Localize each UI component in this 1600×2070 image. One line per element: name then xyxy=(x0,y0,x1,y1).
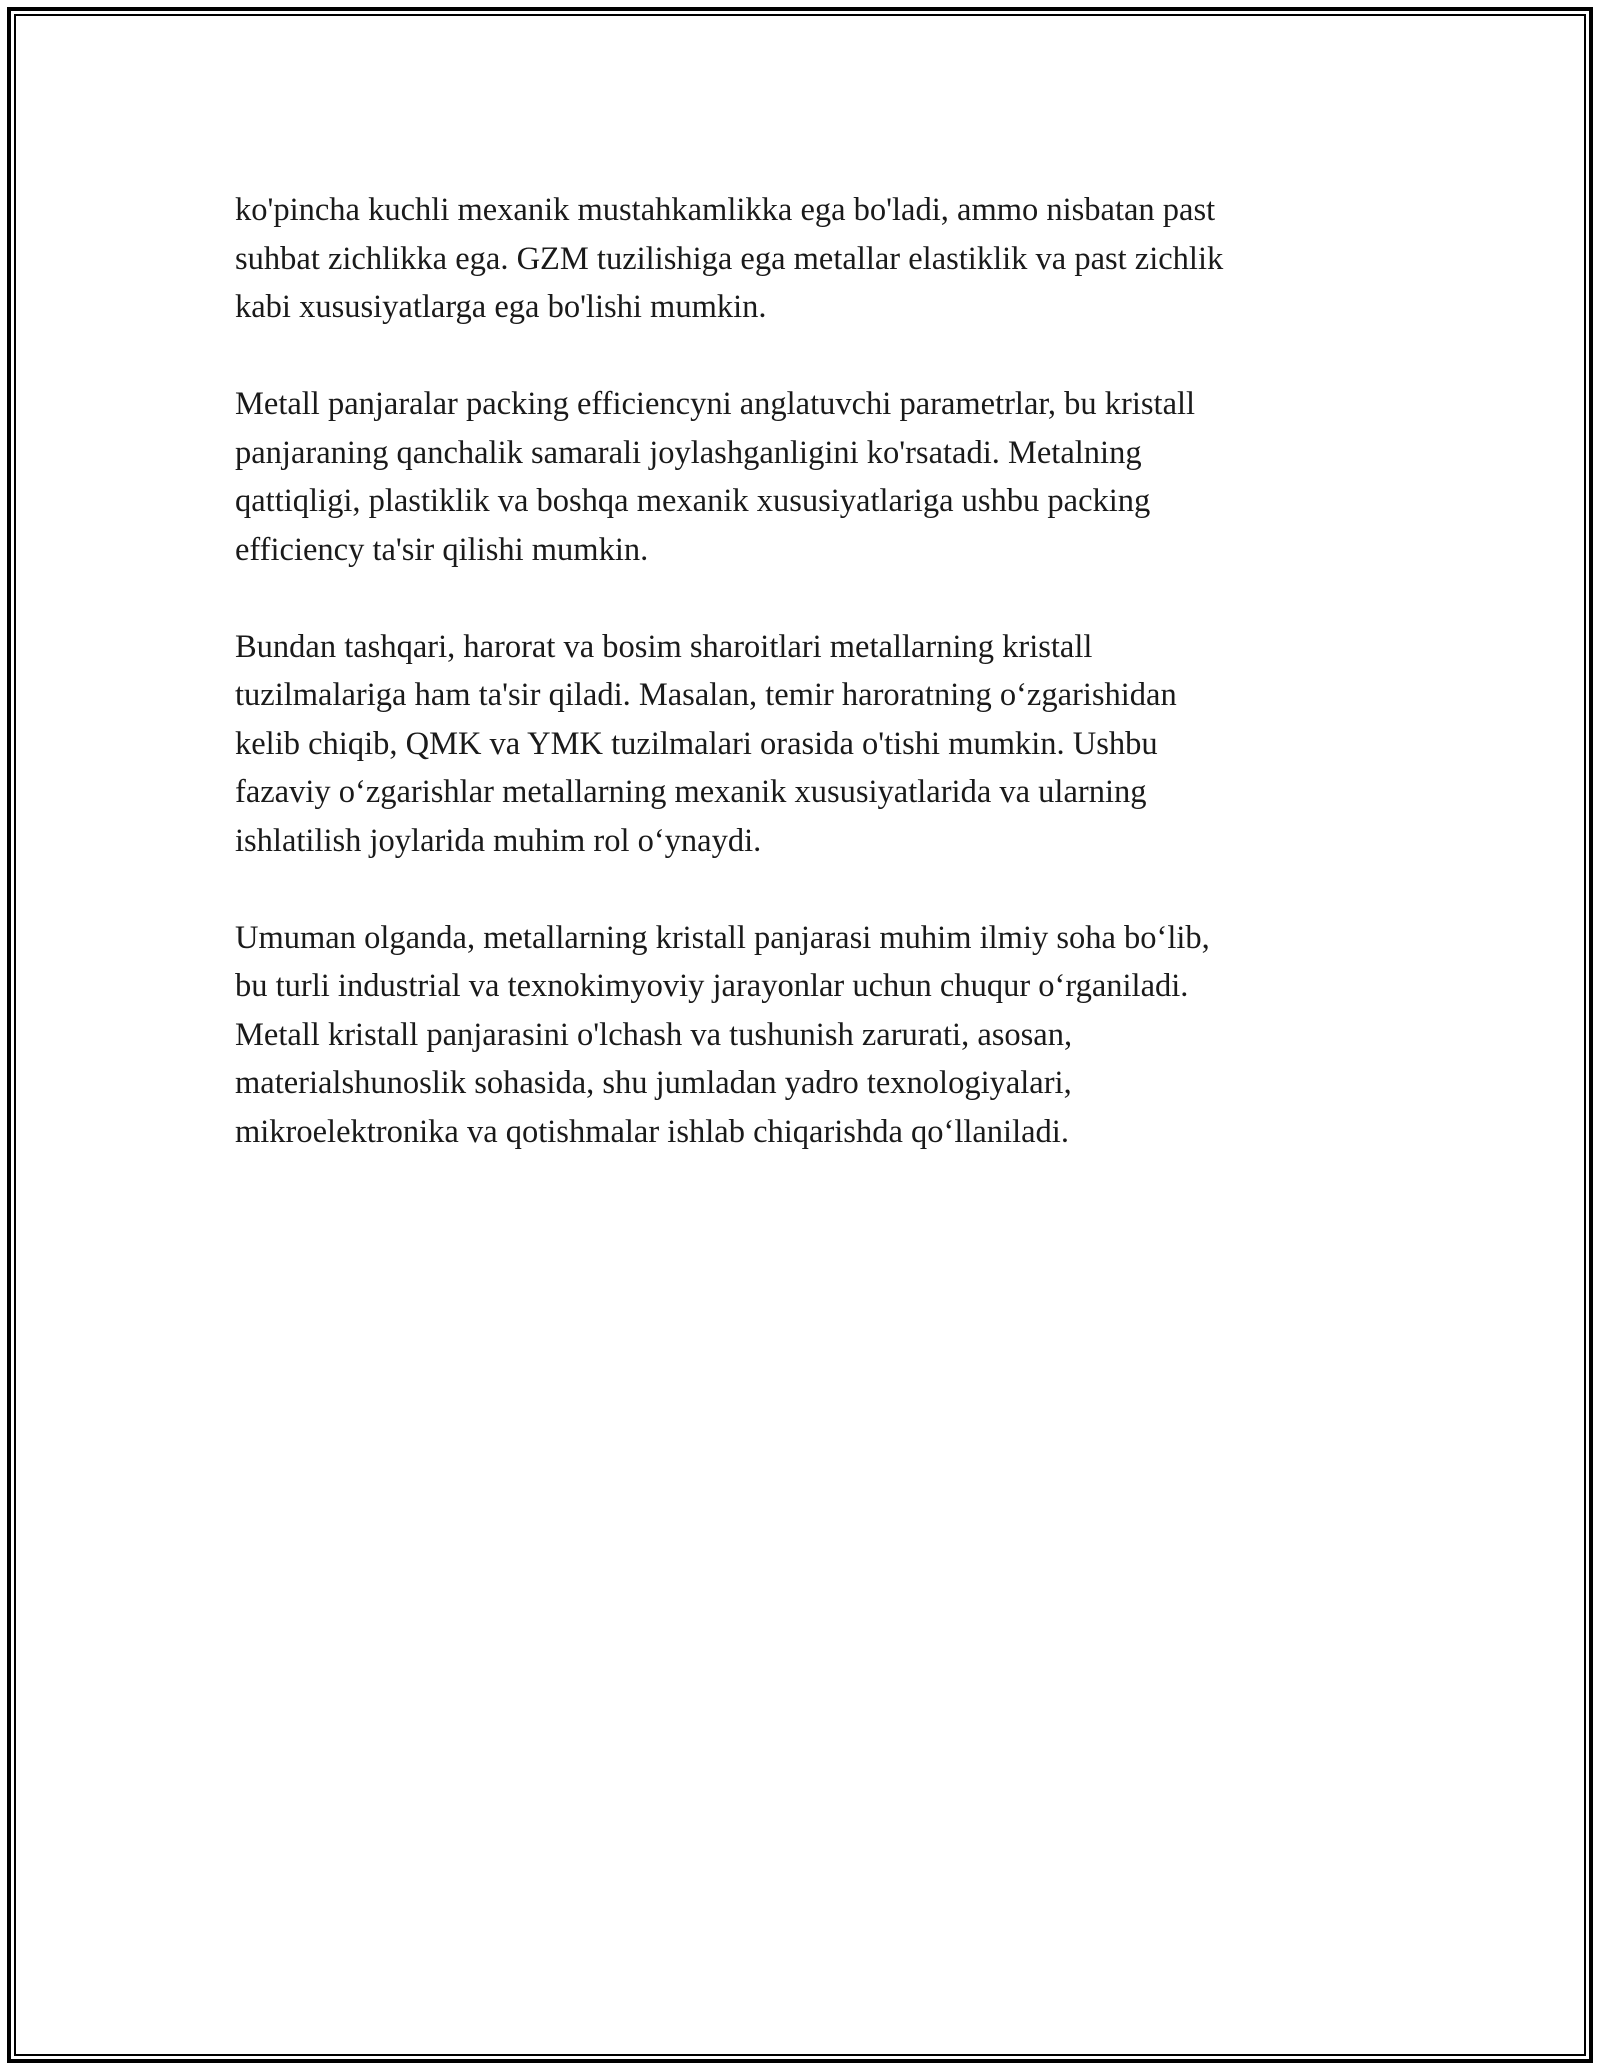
text-line: bu turli industrial va texnokimyoviy jarayonlar uchun chuqur o‘rganiladi. xyxy=(235,968,1189,1004)
text-line: ishlatilish joylarida muhim rol o‘ynaydi. xyxy=(235,822,762,859)
text-line: fazaviy o‘zgarishlar metallarning mexanik xususiyatlarida va ularning xyxy=(235,774,1147,810)
text-line: tuzilmalariga ham ta'sir qiladi. Masalan, temir haroratning o‘zgarishidan xyxy=(235,677,1177,713)
text-line: mikroelektronika va qotishmalar ishlab chiqarishda qo‘llaniladi. xyxy=(235,1113,1069,1150)
paragraph xyxy=(235,623,1375,866)
paragraph xyxy=(235,380,1375,574)
text-line: panjaraning qanchalik samarali joylashganligini ko'rsatadi. Metalning xyxy=(235,434,1142,471)
document-body xyxy=(235,186,1375,1205)
text-line: suhbat zichlikka ega. GZM tuzilishiga ega metallar elastiklik va past zichlik xyxy=(235,240,1224,277)
text-line: Umuman olganda, metallarning kristall panjarasi muhim ilmiy soha bo‘lib, xyxy=(235,919,1210,956)
text-line: ko'pincha kuchli mexanik mustahkamlikka ega bo'ladi, ammo nisbatan past xyxy=(235,192,1216,228)
text-line: materialshunoslik sohasida, shu jumladan yadro texnologiyalari, xyxy=(235,1065,1072,1101)
text-line: kelib chiqib, QMK va YMK tuzilmalari orasida o'tishi mumkin. Ushbu xyxy=(235,725,1158,762)
text-line: Metall kristall panjarasini o'lchash va tushunish zarurati, asosan, xyxy=(235,1016,1073,1053)
text-line: efficiency ta'sir qilishi mumkin. xyxy=(235,531,649,568)
paragraph xyxy=(235,186,1375,332)
text-line: Metall panjaralar packing efficiencyni anglatuvchi parametrlar, bu kristall xyxy=(235,386,1196,422)
text-line: qattiqligi, plastiklik va boshqa mexanik xususiyatlariga ushbu packing xyxy=(235,483,1151,519)
text-line: kabi xususiyatlarga ega bo'lishi mumkin. xyxy=(235,289,767,325)
paragraph xyxy=(235,914,1375,1157)
text-line: Bundan tashqari, harorat va bosim sharoitlari metallarning kristall xyxy=(235,628,1093,665)
